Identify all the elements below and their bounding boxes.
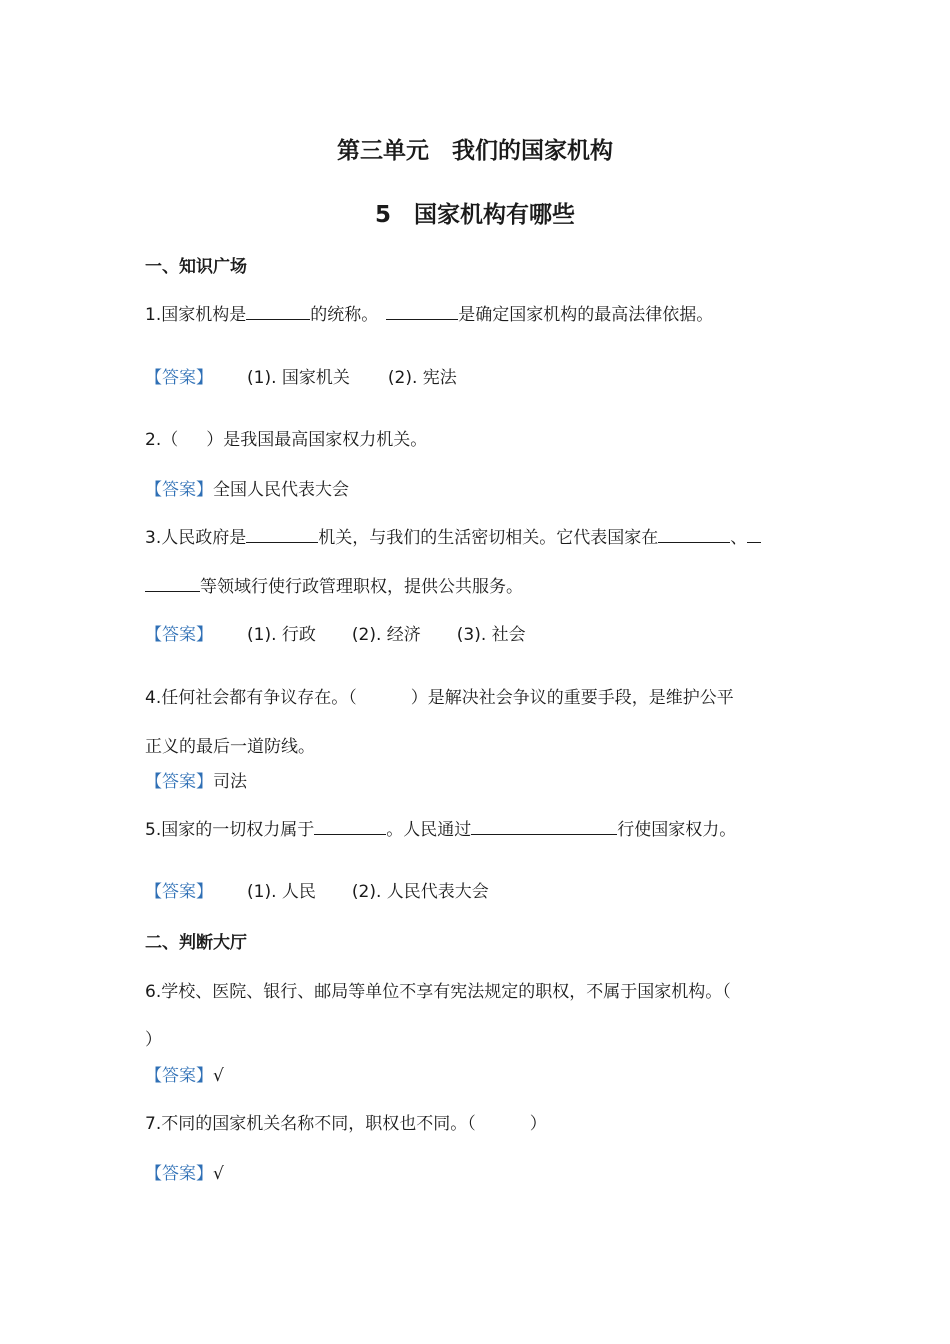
answer-2: 【答案】全国人民代表大会	[145, 480, 349, 500]
question-3-line-2: 等领域行使行政管理职权，提供公共服务。	[145, 575, 523, 599]
section-heading-judgement: 二、判断大厅	[145, 933, 247, 953]
question-2: 2.（ ）是我国最高国家权力机关。	[145, 430, 428, 450]
question-5: 5.国家的一切权力属于 。人民通过 行使国家权力。	[145, 820, 737, 840]
question-3-line-1: 3.人民政府是 机关，与我们的生活密切相关。它代表国家在 、	[145, 526, 761, 550]
answer-4: 【答案】司法	[145, 772, 247, 792]
answer-6: 【答案】√	[145, 1066, 224, 1086]
question-1: 1.国家机构是 的统称。 是确定国家机构的最高法律依据。	[145, 305, 714, 325]
question-4-line-2: 正义的最后一道防线。	[145, 737, 315, 757]
answer-5: 【答案】 (1). 人民 (2). 人民代表大会	[145, 882, 489, 902]
lesson-title: 5 国家机构有哪些	[374, 202, 575, 228]
answer-3: 【答案】 (1). 行政 (2). 经济 (3). 社会	[145, 625, 526, 645]
question-6-line-1: 6.学校、医院、银行、邮局等单位不享有宪法规定的职权，不属于国家机构。（	[145, 982, 731, 1002]
question-6-line-2: ）	[145, 1030, 162, 1050]
section-heading-knowledge: 一、知识广场	[145, 257, 247, 277]
question-7: 7.不同的国家机关名称不同，职权也不同。（ ）	[145, 1114, 547, 1134]
question-4-line-1: 4.任何社会都有争议存在。（ ）是解决社会争议的重要手段，是维护公平	[145, 688, 734, 708]
unit-title: 第三单元 我们的国家机构	[337, 138, 613, 164]
answer-1: 【答案】 (1). 国家机关 (2). 宪法	[145, 368, 457, 388]
answer-7: 【答案】√	[145, 1164, 224, 1184]
